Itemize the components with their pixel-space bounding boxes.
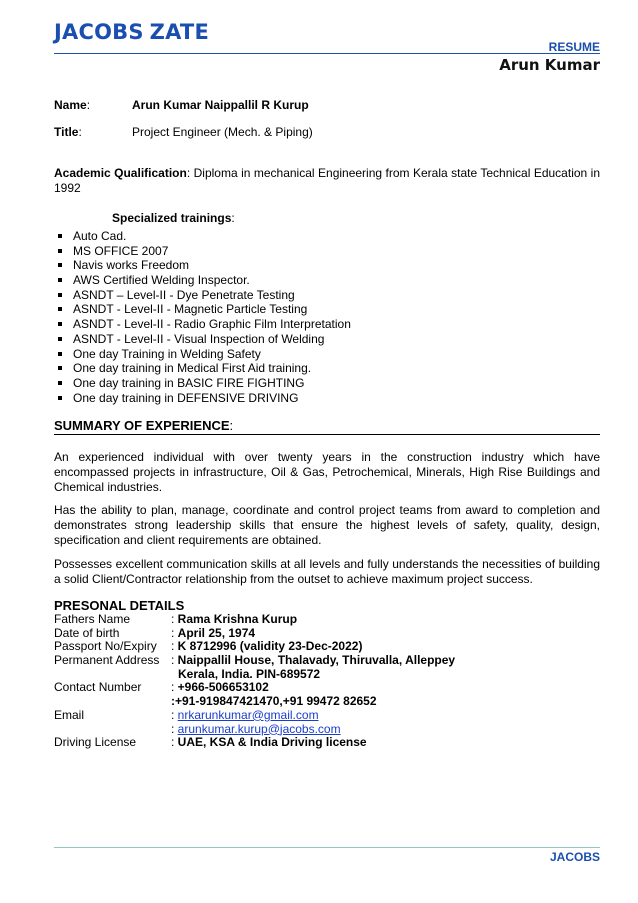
bullet-icon bbox=[58, 396, 62, 400]
list-item: One day training in DEFENSIVE DRIVING bbox=[54, 391, 351, 406]
bullet-icon bbox=[58, 263, 62, 267]
training-list bbox=[54, 229, 351, 405]
summary-paragraph-1: An experienced individual with over twenty years in the construction industry which have encompassed projects in infrastructure, Oil & Gas, Petrochemical, Minerals, High Rise Buildings and Chemical industries. bbox=[54, 450, 600, 494]
bullet-icon bbox=[58, 337, 62, 341]
list-item: One day Training in Welding Safety bbox=[54, 347, 351, 362]
personal-details-heading: PRESONAL DETAILS bbox=[54, 598, 185, 613]
footer-logo: JACOBS bbox=[549, 850, 600, 864]
company-logo bbox=[54, 20, 209, 44]
email-link[interactable]: arunkumar.kurup@jacobs.com bbox=[177, 721, 341, 736]
name-value: Arun Kumar Naippallil R Kurup bbox=[132, 98, 309, 112]
bullet-icon bbox=[58, 381, 62, 385]
resume-label: RESUME bbox=[548, 40, 600, 54]
list-item: ASNDT - Level-II - Radio Graphic Film Interpretation bbox=[54, 317, 351, 332]
trainings-heading: Specialized trainings: bbox=[112, 211, 235, 225]
summary-heading: SUMMARY OF EXPERIENCE: bbox=[54, 418, 600, 435]
academic-text: : Diploma in mechanical Engineering from Kerala state Technical Education in 1992 bbox=[54, 166, 600, 195]
summary-paragraph-2: Has the ability to plan, manage, coordinate and control project teams from award to completion and demonstrates strong leadership skills that ensure the highest levels of safety, quality, design, specification and client requirements are obtained. bbox=[54, 503, 600, 547]
bullet-icon bbox=[58, 278, 62, 282]
list-item: AWS Certified Welding Inspector. bbox=[54, 273, 351, 288]
logo-text-left: JACOBS bbox=[54, 20, 144, 44]
bullet-icon bbox=[58, 366, 62, 370]
bullet-icon bbox=[58, 352, 62, 356]
list-item: One day training in BASIC FIRE FIGHTING bbox=[54, 376, 351, 391]
list-item: ASNDT – Level-II - Dye Penetrate Testing bbox=[54, 288, 351, 303]
list-item: Navis works Freedom bbox=[54, 258, 351, 273]
bullet-icon bbox=[58, 307, 62, 311]
footer-divider bbox=[54, 847, 600, 848]
header-divider bbox=[54, 53, 600, 54]
list-item: ASNDT - Level-II - Visual Inspection of Welding bbox=[54, 332, 351, 347]
title-row: Title: Project Engineer (Mech. & Piping) bbox=[54, 125, 313, 139]
title-label: Title bbox=[54, 125, 79, 139]
logo-text-right: ZATE bbox=[149, 20, 209, 44]
list-item: MS OFFICE 2007 bbox=[54, 244, 351, 259]
bullet-icon bbox=[58, 249, 62, 253]
summary-paragraph-3: Possesses excellent communication skills at all levels and fully understands the necessities of building a solid Client/Contractor relationship from the outset to achieve maximum project success. bbox=[54, 557, 600, 586]
email-link[interactable]: nrkarunkumar@gmail.com bbox=[177, 707, 319, 722]
bullet-icon bbox=[58, 293, 62, 297]
header-person-name: Arun Kumar bbox=[499, 56, 600, 74]
name-label: Name bbox=[54, 98, 87, 112]
list-item: One day training in Medical First Aid training. bbox=[54, 361, 351, 376]
list-item: ASNDT - Level-II - Magnetic Particle Testing bbox=[54, 302, 351, 317]
bullet-icon bbox=[58, 234, 62, 238]
name-row: Name: Arun Kumar Naippallil R Kurup bbox=[54, 98, 309, 112]
title-value: Project Engineer (Mech. & Piping) bbox=[132, 125, 313, 139]
list-item: Auto Cad. bbox=[54, 229, 351, 244]
bullet-icon bbox=[58, 322, 62, 326]
academic-label: Academic Qualification bbox=[54, 166, 187, 180]
academic-qualification bbox=[54, 166, 600, 196]
